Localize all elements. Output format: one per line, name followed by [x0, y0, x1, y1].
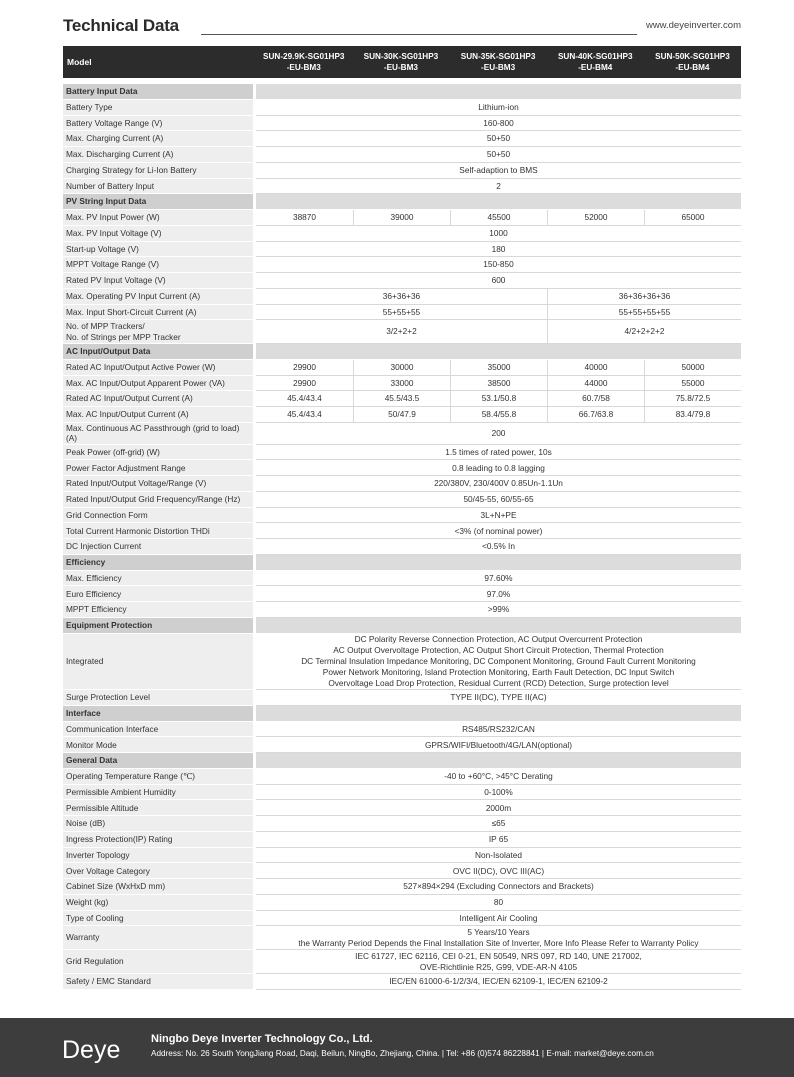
spec-value: 38870: [256, 210, 353, 226]
spec-label: Max. Operating PV Input Current (A): [63, 289, 253, 305]
spec-label: Permissible Altitude: [63, 800, 253, 816]
model-name-5: SUN-50K-SG01HP3 -EU-BM4: [655, 52, 730, 72]
spec-label: Rated AC Input/Output Current (A): [63, 391, 253, 407]
spec-value: OVC II(DC), OVC III(AC): [256, 863, 741, 879]
model-name-3: SUN-35K-SG01HP3 -EU-BM3: [460, 52, 536, 72]
spec-label: Noise (dB): [63, 816, 253, 832]
spec-row: [63, 974, 741, 990]
section-title: AC Input/Output Data: [63, 344, 253, 360]
company-address: Address: No. 26 South YongJiang Road, Daqi, Beilun, NingBo, Zhejiang, China. | Tel: +86 (0)574 86228841 | E-mail: market@deye.com.cn: [151, 1049, 654, 1058]
spec-label: MPPT Voltage Range (V): [63, 257, 253, 273]
spec-label: Ingress Protection(IP) Rating: [63, 832, 253, 848]
spec-row: [63, 769, 741, 785]
spec-label: Max. PV Input Power (W): [63, 210, 253, 226]
spec-value: 2: [256, 179, 741, 195]
spec-row: [63, 131, 741, 147]
spec-value: 50+50: [256, 131, 741, 147]
spec-label: Max. Continuous AC Passthrough (grid to load) (A): [63, 423, 253, 445]
spec-value: 3L+N+PE: [256, 508, 741, 524]
section-title: PV String Input Data: [63, 194, 253, 210]
spec-row: [63, 926, 741, 950]
technical-data-table: [63, 84, 741, 990]
spec-value: 45500: [450, 210, 547, 226]
spec-value: 160-800: [256, 116, 741, 132]
spec-value: 1000: [256, 226, 741, 242]
spec-label: Type of Cooling: [63, 911, 253, 927]
spec-value: Intelligent Air Cooling: [256, 911, 741, 927]
spec-label: Max. Efficiency: [63, 571, 253, 587]
page-footer: [0, 1018, 794, 1077]
spec-label: Peak Power (off-grid) (W): [63, 445, 253, 461]
website-link[interactable]: www.deyeinverter.com: [645, 20, 741, 31]
spec-row: [63, 848, 741, 864]
spec-row: [63, 460, 741, 476]
spec-value: 200: [256, 423, 741, 445]
spec-value: 36+36+36: [256, 289, 547, 305]
spec-row: [63, 360, 741, 376]
model-name-4: SUN-40K-SG01HP3 -EU-BM4: [557, 52, 633, 72]
spec-value: 150-850: [256, 257, 741, 273]
spec-row: [63, 320, 741, 344]
spec-value: 2000m: [256, 800, 741, 816]
spec-label: Warranty: [63, 926, 253, 950]
spec-value: 50/45-55, 60/55-65: [256, 492, 741, 508]
spec-label: Number of Battery Input: [63, 179, 253, 195]
section-header-row: [63, 344, 741, 360]
spec-row: [63, 586, 741, 602]
spec-label: Max. AC Input/Output Current (A): [63, 407, 253, 423]
spec-value: 65000: [644, 210, 741, 226]
spec-label: Max. Discharging Current (A): [63, 147, 253, 163]
spec-value: 36+36+36+36: [547, 289, 741, 305]
section-title: Efficiency: [63, 555, 253, 571]
spec-value: IEC 61727, IEC 62116, CEI 0-21, EN 50549, NRS 097, RD 140, UNE 217002, OVE-Richtlinie R25, G99, VDE-AR-N 4105: [256, 950, 741, 974]
spec-value: 45.4/43.4: [256, 407, 353, 423]
spec-row: [63, 523, 741, 539]
spec-value: ≤65: [256, 816, 741, 832]
page-title: Technical Data: [63, 16, 179, 35]
spec-value: 97.60%: [256, 571, 741, 587]
spec-row: [63, 226, 741, 242]
spec-value: Lithium-ion: [256, 100, 741, 116]
page-header: [63, 14, 741, 40]
spec-value: >99%: [256, 602, 741, 618]
spec-row: [63, 376, 741, 392]
company-name: Ningbo Deye Inverter Technology Co., Ltd.: [151, 1033, 373, 1045]
spec-label: Battery Voltage Range (V): [63, 116, 253, 132]
spec-label: Rated Input/Output Grid Frequency/Range (Hz): [63, 492, 253, 508]
spec-value: 30000: [353, 360, 450, 376]
section-header-row: [63, 706, 741, 722]
spec-value: 66.7/63.8: [547, 407, 644, 423]
spec-row: [63, 863, 741, 879]
spec-value: DC Polarity Reverse Connection Protection, AC Output Overcurrent Protection AC Output Overvoltage Protection, AC Output Short Circuit Protection, Thermal Protection DC Terminal Insulation Impedance Monitoring, DC Component Monitoring, Ground Fault Current Monitoring Power Network Monitoring, Island Protection Monitoring, Earth Fault Detection, DC Input Switch Overvoltage Load Drop Protection, Residual Current (RCD) Detection, Surge protection level: [256, 634, 741, 691]
spec-value: <3% (of nominal power): [256, 523, 741, 539]
spec-value: 97.0%: [256, 586, 741, 602]
spec-value: 55000: [644, 376, 741, 392]
spec-value: Self-adaption to BMS: [256, 163, 741, 179]
spec-value: 58.4/55.8: [450, 407, 547, 423]
section-header-row: [63, 194, 741, 210]
spec-value: 0.8 leading to 0.8 lagging: [256, 460, 741, 476]
spec-value: Non-Isolated: [256, 848, 741, 864]
spec-row: [63, 100, 741, 116]
spec-value: 33000: [353, 376, 450, 392]
spec-row: [63, 911, 741, 927]
spec-value: -40 to +60°C, >45°C Derating: [256, 769, 741, 785]
model-name-1: SUN-29.9K-SG01HP3 -EU-BM3: [263, 52, 345, 72]
section-header-row: [63, 84, 741, 100]
section-band: [256, 753, 741, 769]
spec-value: 55+55+55: [256, 305, 547, 321]
spec-value: 1.5 times of rated power, 10s: [256, 445, 741, 461]
spec-value: 83.4/79.8: [644, 407, 741, 423]
spec-value: 29900: [256, 360, 353, 376]
section-header-row: [63, 555, 741, 571]
spec-row: [63, 785, 741, 801]
spec-value: 50000: [644, 360, 741, 376]
spec-value: 38500: [450, 376, 547, 392]
spec-row: [63, 895, 741, 911]
spec-label: Monitor Mode: [63, 737, 253, 753]
spec-value: 40000: [547, 360, 644, 376]
spec-row: [63, 445, 741, 461]
spec-row: [63, 116, 741, 132]
section-band: [256, 84, 741, 100]
model-name-2: SUN-30K-SG01HP3 -EU-BM3: [363, 52, 439, 72]
section-title: Equipment Protection: [63, 618, 253, 634]
section-title: Interface: [63, 706, 253, 722]
spec-label: Max. Charging Current (A): [63, 131, 253, 147]
spec-label: Rated PV Input Voltage (V): [63, 273, 253, 289]
section-band: [256, 618, 741, 634]
spec-value: 45.5/43.5: [353, 391, 450, 407]
spec-label: Rated Input/Output Voltage/Range (V): [63, 476, 253, 492]
spec-value: 50/47.9: [353, 407, 450, 423]
spec-label: Inverter Topology: [63, 848, 253, 864]
spec-value: IEC/EN 61000-6-1/2/3/4, IEC/EN 62109-1, IEC/EN 62109-2: [256, 974, 741, 990]
deye-logo: [62, 1028, 134, 1068]
spec-row: [63, 407, 741, 423]
spec-row: [63, 722, 741, 738]
spec-label: Total Current Harmonic Distortion THDi: [63, 523, 253, 539]
spec-value: 60.7/58: [547, 391, 644, 407]
spec-value: 45.4/43.4: [256, 391, 353, 407]
model-header-bar: [63, 46, 741, 78]
spec-value: <0.5% In: [256, 539, 741, 555]
spec-label: Max. PV Input Voltage (V): [63, 226, 253, 242]
spec-row: [63, 690, 741, 706]
spec-row: [63, 800, 741, 816]
spec-row: [63, 179, 741, 195]
spec-value: 80: [256, 895, 741, 911]
spec-row: [63, 423, 741, 445]
spec-row: [63, 879, 741, 895]
spec-label: Grid Regulation: [63, 950, 253, 974]
spec-row: [63, 950, 741, 974]
section-band: [256, 194, 741, 210]
spec-row: [63, 147, 741, 163]
spec-value: RS485/RS232/CAN: [256, 722, 741, 738]
spec-value: 53.1/50.8: [450, 391, 547, 407]
section-band: [256, 706, 741, 722]
spec-value: 4/2+2+2+2: [547, 320, 741, 344]
spec-row: [63, 242, 741, 258]
spec-row: [63, 816, 741, 832]
spec-row: [63, 210, 741, 226]
model-label: Model: [67, 57, 92, 67]
spec-label: Operating Temperature Range (℃): [63, 769, 253, 785]
spec-value: 50+50: [256, 147, 741, 163]
section-header-row: [63, 753, 741, 769]
spec-label: Permissible Ambient Humidity: [63, 785, 253, 801]
spec-value: 35000: [450, 360, 547, 376]
title-divider: [201, 34, 637, 35]
spec-label: Start-up Voltage (V): [63, 242, 253, 258]
spec-row: [63, 602, 741, 618]
spec-row: [63, 305, 741, 321]
spec-row: [63, 492, 741, 508]
spec-value: 220/380V, 230/400V 0.85Un-1.1Un: [256, 476, 741, 492]
spec-label: Battery Type: [63, 100, 253, 116]
svg-text:Deye: Deye: [62, 1036, 121, 1064]
section-band: [256, 555, 741, 571]
spec-row: [63, 832, 741, 848]
spec-value: 29900: [256, 376, 353, 392]
spec-label: Cabinet Size (WxHxD mm): [63, 879, 253, 895]
spec-label: Surge Protection Level: [63, 690, 253, 706]
spec-label: No. of MPP Trackers/ No. of Strings per MPP Tracker: [63, 320, 253, 344]
spec-row: [63, 737, 741, 753]
spec-row: [63, 391, 741, 407]
spec-value: 527×894×294 (Excluding Connectors and Brackets): [256, 879, 741, 895]
spec-label: Over Voltage Category: [63, 863, 253, 879]
spec-row: [63, 289, 741, 305]
spec-label: Weight (kg): [63, 895, 253, 911]
spec-row: [63, 571, 741, 587]
spec-label: Power Factor Adjustment Range: [63, 460, 253, 476]
spec-value: 44000: [547, 376, 644, 392]
spec-label: Euro Efficiency: [63, 586, 253, 602]
spec-label: Rated AC Input/Output Active Power (W): [63, 360, 253, 376]
spec-value: 5 Years/10 Years the Warranty Period Depends the Final Installation Site of Inverter, More Info Please Refer to Warranty Policy: [256, 926, 741, 950]
spec-value: TYPE II(DC), TYPE II(AC): [256, 690, 741, 706]
spec-label: MPPT Efficiency: [63, 602, 253, 618]
section-band: [256, 344, 741, 360]
spec-label: Integrated: [63, 634, 253, 691]
spec-label: Max. AC Input/Output Apparent Power (VA): [63, 376, 253, 392]
section-header-row: [63, 618, 741, 634]
spec-value: IP 65: [256, 832, 741, 848]
spec-row: [63, 163, 741, 179]
spec-value: 55+55+55+55: [547, 305, 741, 321]
spec-value: 3/2+2+2: [256, 320, 547, 344]
spec-value: 75.8/72.5: [644, 391, 741, 407]
section-title: General Data: [63, 753, 253, 769]
spec-label: Charging Strategy for Li-Ion Battery: [63, 163, 253, 179]
spec-value: GPRS/WIFI/Bluetooth/4G/LAN(optional): [256, 737, 741, 753]
section-title: Battery Input Data: [63, 84, 253, 100]
spec-label: Max. Input Short-Circuit Current (A): [63, 305, 253, 321]
spec-label: Grid Connection Form: [63, 508, 253, 524]
spec-label: Communication Interface: [63, 722, 253, 738]
spec-value: 180: [256, 242, 741, 258]
spec-row: [63, 539, 741, 555]
spec-label: DC Injection Current: [63, 539, 253, 555]
spec-row: [63, 476, 741, 492]
spec-row: [63, 273, 741, 289]
spec-value: 600: [256, 273, 741, 289]
spec-label: Safety / EMC Standard: [63, 974, 253, 990]
spec-value: 0-100%: [256, 785, 741, 801]
spec-value: 52000: [547, 210, 644, 226]
spec-row: [63, 257, 741, 273]
spec-value: 39000: [353, 210, 450, 226]
spec-row: [63, 634, 741, 691]
spec-row: [63, 508, 741, 524]
